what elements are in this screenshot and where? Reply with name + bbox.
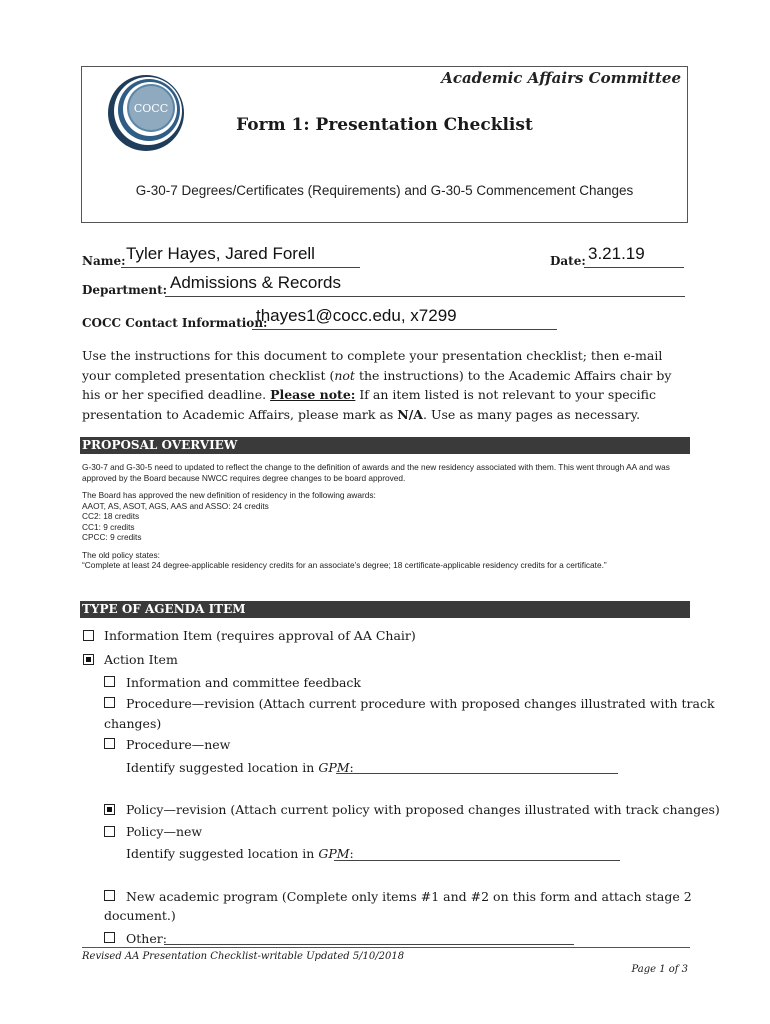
policy-new-checkbox[interactable]	[104, 826, 115, 837]
overview-para-3: The old policy states: “Complete at least 24 degree-applicable residency credits for an associate’s degree; 18 certificate-applicable residency credits for a certificate.”	[82, 549, 607, 570]
policy-new-label: Policy—new	[126, 824, 203, 839]
name-label: Name:	[82, 254, 126, 268]
procedure-revision-label-cont: changes)	[104, 716, 162, 731]
contact-line	[252, 329, 557, 330]
department-label: Department:	[82, 283, 168, 297]
date-label: Date:	[550, 254, 586, 268]
policy-location-input[interactable]	[334, 860, 620, 861]
new-program-label: New academic program (Complete only items #1 and #2 on this form and attach stage 2	[126, 889, 692, 904]
overview-para-2: The Board has approved the new definition of residency in the following awards: AAOT, AS, ASOT, AGS, AAS and ASSO: 24 credits CC2: 18 credits CC1: 9 credits CPCC: 9 credits	[82, 490, 376, 542]
policy-revision-checkbox[interactable]	[104, 804, 115, 815]
cocc-logo-icon	[106, 74, 184, 152]
instructions-paragraph: Use the instructions for this document to complete your presentation checklist; then e-mail your completed presentation checklist (not the instructions) to the Academic Affairs chair by his or her specified deadline. Please note: If an item listed is not relevant to your specific presentation to Academic Affairs, please mark as N/A. Use as many pages as necessary.	[82, 348, 672, 422]
form-subtitle: G-30-7 Degrees/Certificates (Requirements) and G-30-5 Commencement Changes	[135, 183, 634, 198]
department-field[interactable]: Admissions & Records	[170, 273, 342, 292]
procedure-revision-checkbox[interactable]	[104, 697, 115, 708]
procedure-new-checkbox[interactable]	[104, 738, 115, 749]
department-line	[165, 296, 685, 297]
footer-divider	[82, 947, 690, 948]
name-field[interactable]: Tyler Hayes, Jared Forell	[126, 244, 315, 263]
page-number: Page 1 of 3	[631, 964, 688, 975]
date-line	[584, 267, 684, 268]
new-program-label-cont: document.)	[104, 908, 176, 923]
procedure-location-input[interactable]	[336, 773, 618, 774]
info-feedback-label: Information and committee feedback	[126, 675, 361, 690]
form-header	[81, 66, 688, 223]
other-input[interactable]	[164, 944, 574, 945]
please-note: Please note:	[270, 387, 356, 402]
name-line	[121, 267, 360, 268]
committee-name: Academic Affairs Committee	[441, 69, 681, 87]
policy-revision-label: Policy—revision (Attach current policy with proposed changes illustrated with track changes)	[126, 802, 720, 817]
procedure-location-label: Identify suggested location in GPM:	[126, 760, 354, 775]
info-feedback-checkbox[interactable]	[104, 676, 115, 687]
proposal-overview-heading: PROPOSAL OVERVIEW	[80, 437, 690, 454]
action-item-label: Action Item	[104, 652, 178, 667]
contact-label: COCC Contact Information:	[82, 316, 268, 330]
info-item-label: Information Item (requires approval of AA Chair)	[104, 628, 416, 643]
form-title: Form 1: Presentation Checklist	[236, 115, 533, 135]
contact-field[interactable]: thayes1@cocc.edu, x7299	[256, 306, 457, 325]
overview-para-1: G-30-7 and G-30-5 need to updated to reflect the change to the definition of awards and the new residency associated with them. This went through AA and was approved by the Board because NWCC requires degree changes to be board approved.	[82, 462, 670, 483]
proposal-overview-text[interactable]	[82, 462, 692, 578]
date-field[interactable]: 3.21.19	[588, 244, 645, 263]
info-item-checkbox[interactable]	[83, 630, 94, 641]
action-item-checkbox[interactable]	[83, 654, 94, 665]
agenda-type-heading: TYPE OF AGENDA ITEM	[80, 601, 690, 618]
other-checkbox[interactable]	[104, 932, 115, 943]
new-program-checkbox[interactable]	[104, 890, 115, 901]
logo-text: COCC	[133, 102, 169, 115]
policy-location-label: Identify suggested location in GPM:	[126, 846, 354, 861]
procedure-revision-label: Procedure—revision (Attach current procedure with proposed changes illustrated with track	[126, 696, 715, 711]
footer-revision: Revised AA Presentation Checklist-writable Updated 5/10/2018	[82, 951, 405, 962]
other-label: Other:	[126, 931, 167, 946]
procedure-new-label: Procedure—new	[126, 737, 231, 752]
